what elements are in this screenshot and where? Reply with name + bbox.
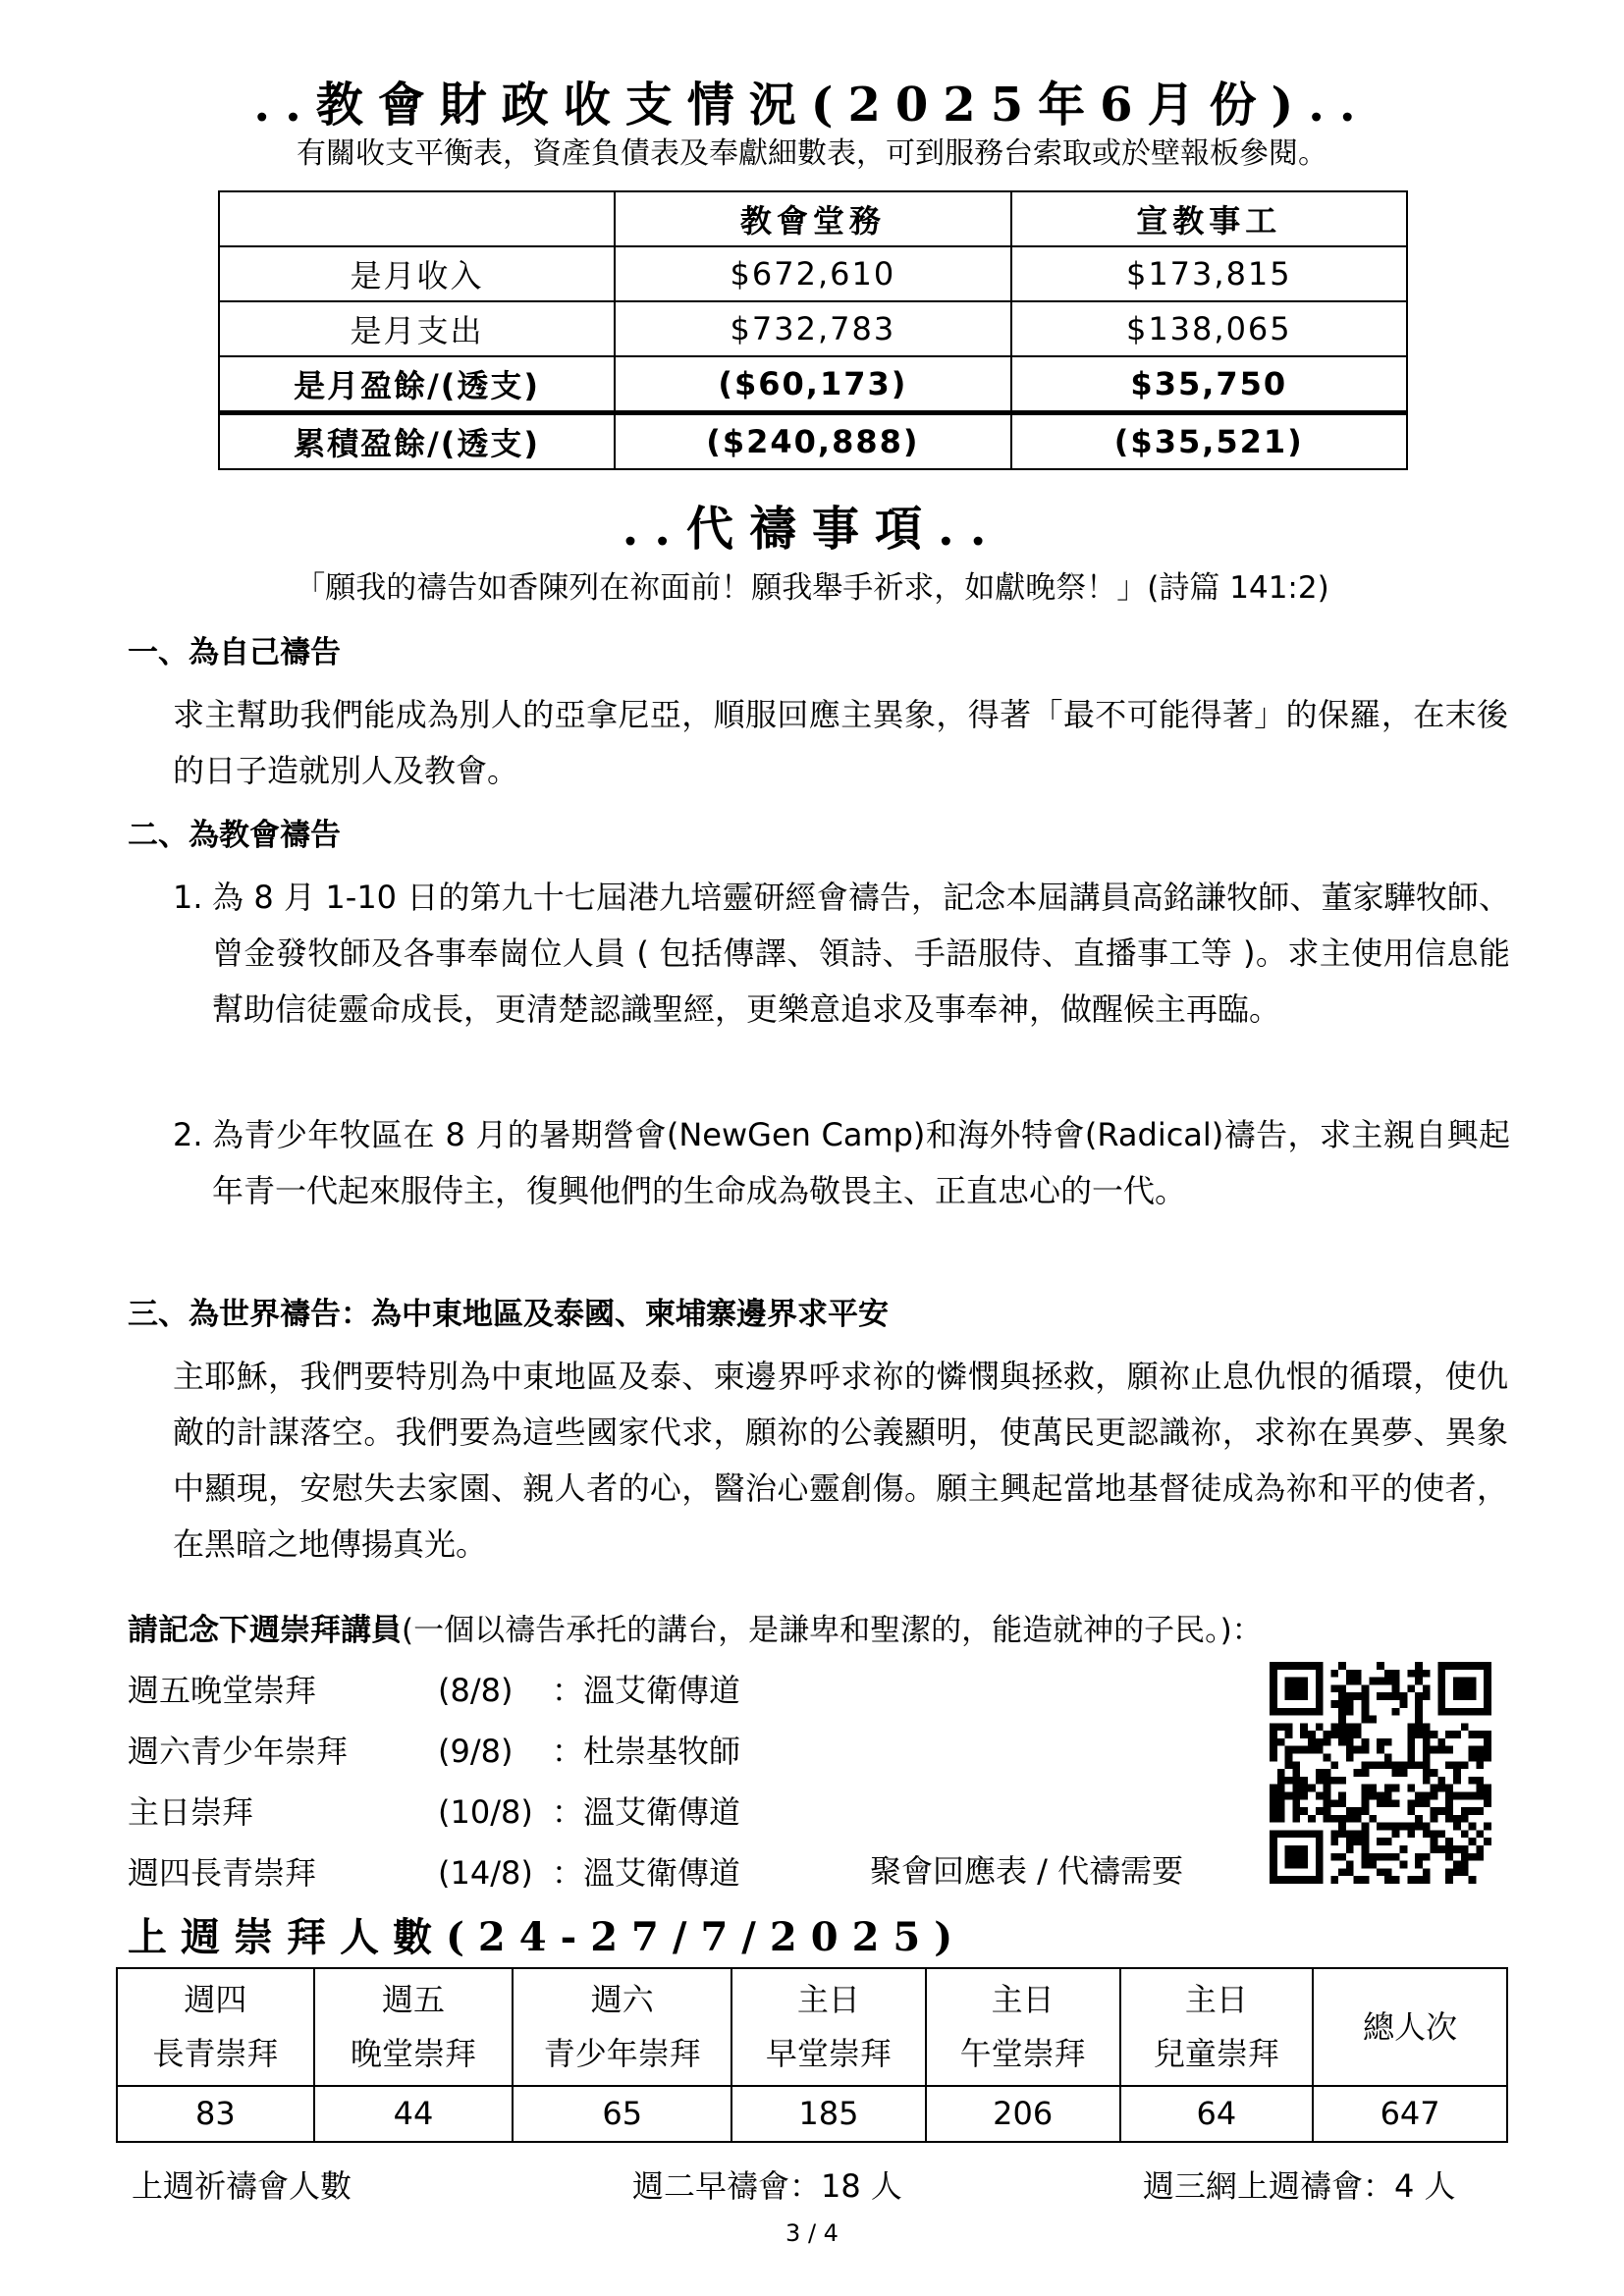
- attendance-header-day: 週六: [590, 1981, 654, 2018]
- speaker-name: ：溫艾衛傳道: [552, 1672, 741, 1709]
- qr-code-icon[interactable]: [1270, 1662, 1491, 1884]
- attendance-header: [1120, 1968, 1314, 2086]
- finance-title: ..教會財政收支情況(2025年6月份)..: [253, 78, 1371, 133]
- finance-row-label: 是月支出: [219, 301, 615, 356]
- attendance-total-value: 647: [1313, 2086, 1507, 2142]
- finance-row-label: 是月盈餘/(透支): [219, 356, 615, 413]
- list-item-number: 2.: [173, 1116, 203, 1153]
- speaker-name: ：溫艾衛傳道: [552, 1793, 741, 1831]
- finance-church-value: $672,610: [615, 246, 1010, 301]
- finance-mission-value: $173,815: [1011, 246, 1407, 301]
- attendance-value: 65: [513, 2086, 731, 2142]
- speaker-date: (9/8): [438, 1733, 514, 1770]
- speaker-service: 週四長青崇拜: [128, 1854, 317, 1892]
- attendance-header: [314, 1968, 514, 2086]
- prayer-meeting-wednesday: 週三網上週禱會：4 人: [1143, 2167, 1456, 2205]
- prayer-meeting-tuesday: 週二早禱會：18 人: [632, 2167, 902, 2205]
- prayer-title: ..代禱事項..: [622, 502, 1002, 557]
- attendance-header-day: 週五: [382, 1981, 446, 2018]
- attendance-header: [731, 1968, 926, 2086]
- finance-church-value: ($240,888): [615, 413, 1010, 470]
- speaker-date: (10/8): [438, 1793, 533, 1831]
- attendance-value-row: [117, 2086, 1507, 2142]
- attendance-header: [926, 1968, 1120, 2086]
- finance-header-church: 教會堂務: [615, 191, 1010, 246]
- list-item-text: 為青少年牧區在 8 月的暑期營會(NewGen Camp)和海外特會(Radical)禱告，求主親自興起年青一代起來服侍主，復興他們的生命成為敬畏主、正直忠心的一代。: [212, 1116, 1510, 1209]
- finance-header-blank: [219, 191, 615, 246]
- speaker-row: [128, 1663, 740, 1718]
- attendance-header-day: 主日: [1184, 1981, 1248, 2018]
- speaker-date: (14/8): [438, 1854, 533, 1892]
- speaker-service: 週六青少年崇拜: [128, 1733, 349, 1770]
- attendance-header-service: 午堂崇拜: [959, 2035, 1086, 2072]
- finance-table: [218, 190, 1408, 470]
- attendance-header-service: 早堂崇拜: [765, 2035, 892, 2072]
- table-row: [219, 356, 1407, 413]
- section-text-self: 求主幫助我們能成為別人的亞拿尼亞，順服回應主異象，得著「最不可能得著」的保羅，在末後的日子造就別人及教會。: [173, 696, 1508, 789]
- speakers-heading-rest: (一個以禱告承托的講台，是謙卑和聖潔的，能造就神的子民。)：: [402, 1613, 1263, 1648]
- speaker-row: [128, 1724, 740, 1779]
- prayer-verse: 「願我的禱告如香陳列在祢面前！願我舉手祈求，如獻晚祭！」(詩篇 141:2): [295, 570, 1329, 606]
- speaker-name: ：溫艾衛傳道: [552, 1854, 741, 1892]
- finance-mission-value: $35,750: [1011, 356, 1407, 413]
- finance-row-label: 是月收入: [219, 246, 615, 301]
- attendance-header-service: 兒童崇拜: [1153, 2035, 1279, 2072]
- speaker-service: 主日崇拜: [128, 1793, 254, 1831]
- section-heading-world: 三、為世界禱告：為中東地區及泰國、柬埔寨邊界求平安: [128, 1297, 889, 1332]
- finance-mission-value: ($35,521): [1011, 413, 1407, 470]
- list-item: [173, 870, 1510, 1038]
- attendance-header-service: 晚堂崇拜: [351, 2035, 477, 2072]
- finance-row-label: 累積盈餘/(透支): [219, 413, 615, 470]
- finance-subtitle: 有關收支平衡表，資產負債表及奉獻細數表，可到服務台索取或於壁報板參閱。: [297, 136, 1327, 171]
- speaker-name: ：杜崇基牧師: [552, 1733, 741, 1770]
- attendance-header-day: 主日: [991, 1981, 1055, 2018]
- section-heading-church: 二、為教會禱告: [128, 818, 341, 853]
- speaker-row: [128, 1785, 740, 1840]
- attendance-value: 185: [731, 2086, 926, 2142]
- speaker-date: (8/8): [438, 1672, 514, 1709]
- finance-church-value: $732,783: [615, 301, 1010, 356]
- finance-church-value: ($60,173): [615, 356, 1010, 413]
- attendance-header-day: 週四: [184, 1981, 247, 2018]
- attendance-header: [513, 1968, 731, 2086]
- attendance-header-service: 長青崇拜: [152, 2035, 279, 2072]
- attendance-table: [116, 1967, 1508, 2143]
- attendance-header-row: [117, 1968, 1507, 2086]
- finance-mission-value: $138,065: [1011, 301, 1407, 356]
- section-text-world: 主耶穌，我們要特別為中東地區及泰、柬邊界呼求祢的憐憫與拯救，願祢止息仇恨的循環，使仇敵的計謀落空。我們要為這些國家代求，願祢的公義顯明，使萬民更認識祢，求祢在異夢、異象中顯現，安慰失去家園、親人者的心，醫治心靈創傷。願主興起當地基督徒成為祢和平的使者，在黑暗之地傳揚真光。: [173, 1358, 1508, 1563]
- section-heading-self: 一、為自己禱告: [128, 635, 341, 670]
- prayer-meeting-label: 上週祈禱會人數: [132, 2167, 352, 2205]
- attendance-header-day: 主日: [796, 1981, 860, 2018]
- list-item-number: 1.: [173, 879, 203, 916]
- finance-header-mission: 宣教事工: [1011, 191, 1407, 246]
- attendance-value: 206: [926, 2086, 1120, 2142]
- attendance-header: [117, 1968, 314, 2086]
- table-row: [219, 413, 1407, 470]
- attendance-value: 44: [314, 2086, 514, 2142]
- speaker-row: [128, 1845, 740, 1900]
- speakers-heading: [128, 1606, 1263, 1655]
- attendance-total-header: 總人次: [1313, 1968, 1507, 2086]
- table-row: [219, 246, 1407, 301]
- qr-label: 聚會回應表 / 代禱需要: [870, 1852, 1184, 1890]
- attendance-title: 上週崇拜人數(24-27/7/2025): [128, 1914, 967, 1960]
- attendance-value: 64: [1120, 2086, 1314, 2142]
- finance-table-header: [219, 191, 1407, 246]
- attendance-header-service: 青少年崇拜: [543, 2035, 701, 2072]
- speakers-heading-bold: 請記念下週崇拜講員: [128, 1613, 402, 1648]
- table-row: [219, 301, 1407, 356]
- attendance-value: 83: [117, 2086, 314, 2142]
- list-item-text: 為 8 月 1-10 日的第九十七屆港九培靈研經會禱告，記念本屆講員高銘謙牧師、董家驊牧師、曾金發牧師及各事奉崗位人員 ( 包括傳譯、領詩、手語服侍、直播事工等 )。求主使用信息能幫助信徒靈命成長，更清楚認識聖經，更樂意追求及事奉神，做醒候主再臨。: [212, 879, 1510, 1028]
- list-item: [173, 1107, 1510, 1219]
- speaker-service: 週五晚堂崇拜: [128, 1672, 317, 1709]
- page-number: 3 / 4: [785, 2219, 839, 2247]
